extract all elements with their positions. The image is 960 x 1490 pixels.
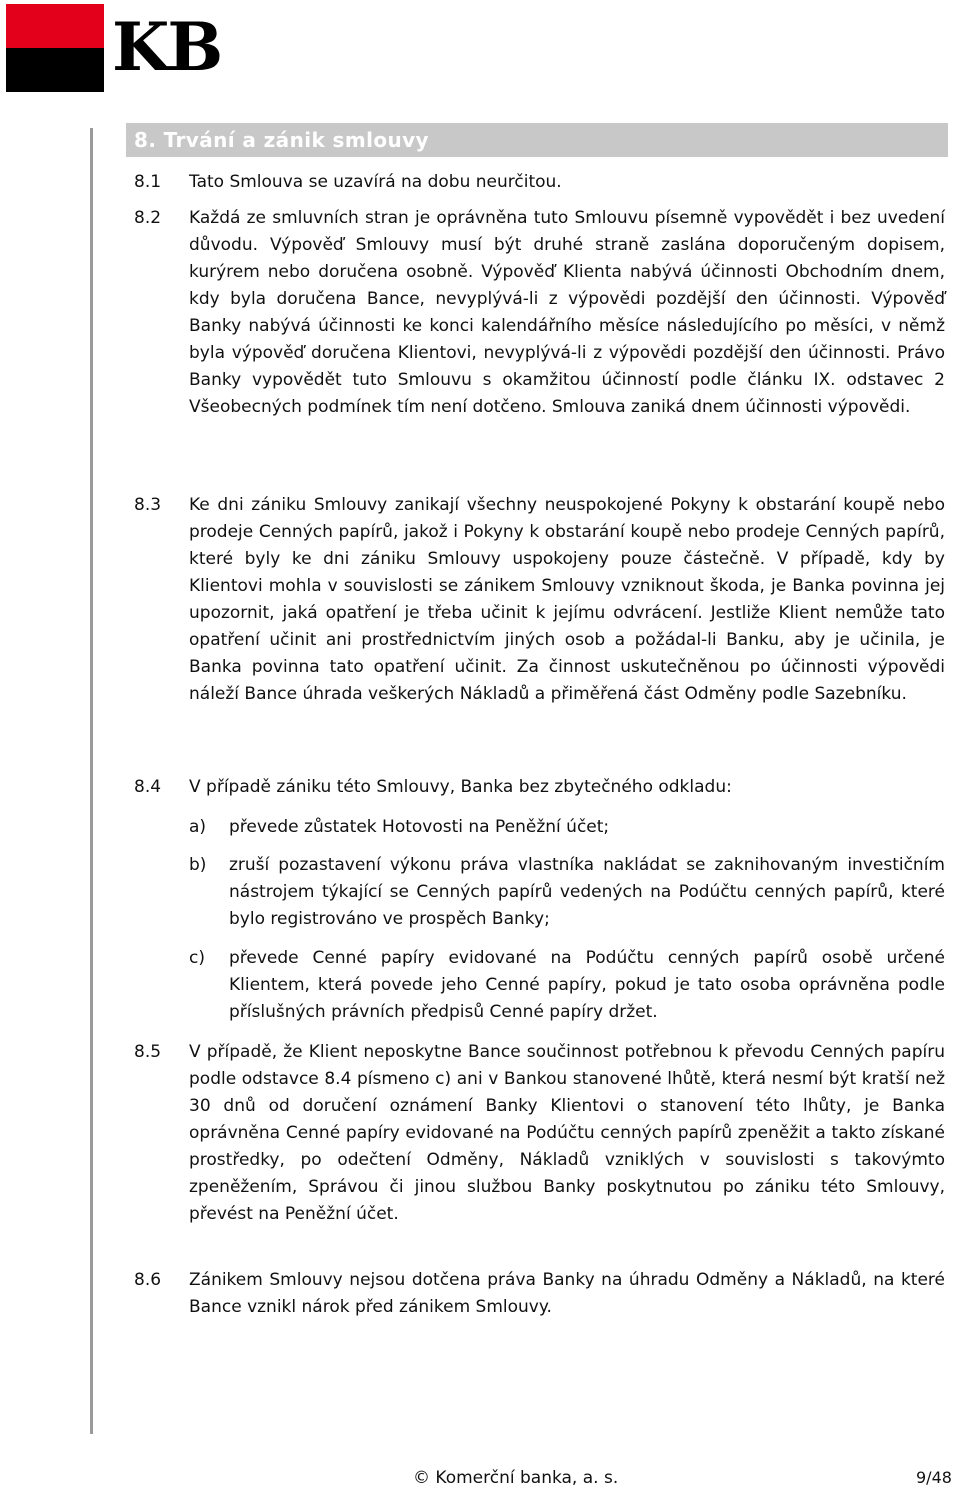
clause-text: V případě, že Klient neposkytne Bance součinnost potřebnou k převodu Cenných papíru podle odstavce 8.4 písmeno c) ani v Bankou stanovené lhůtě, která nesmí být kratší než 30 dnů od doručení oznámení Banky Klientovi o stanovení této lhůty, je Banka oprávněna Cenné papíry evidované na Podúčtu cenných papírů zpeněžit a takto získané prostředky, po odečtení Odměny, Nákladů vzniklých v souvislosti s takovýmto zpeněžením, Správou či jinou službou Banky poskytnutou po zániku této Smlouvy, převést na Peněžní účet. [189,1042,945,1224]
kb-logo [6,4,256,92]
clause-text: V případě zániku této Smlouvy, Banka bez zbytečného odkladu: [189,777,732,797]
logo-red-block [6,4,104,48]
subitem-label: b) [189,855,207,875]
clause-text: Zánikem Smlouvy nejsou dotčena práva Banky na úhradu Odměny a Nákladů, na které Bance vznikl nárok před zánikem Smlouvy. [189,1270,945,1317]
clause-number: 8.3 [134,495,162,515]
clause-number: 8.2 [134,208,162,228]
clause-number: 8.1 [134,172,162,192]
clause-number: 8.5 [134,1042,162,1062]
subitem-text: zruší pozastavení výkonu práva vlastníka nakládat se zaknihovaným investičním nástrojem týkající se Cenných papírů vedených na Podúčtu cenných papírů, které bylo registrováno ve prospěch Banky; [229,855,945,929]
clause-text: Každá ze smluvních stran je oprávněna tuto Smlouvu písemně vypovědět i bez uvedení důvodu. Výpověď Smlouvy musí být druhé straně zaslána doporučeným dopisem, kurýrem nebo doručena osobně. Výpověď Klienta nabývá účinnosti Obchodním dnem, kdy byla doručena Bance, nevyplývá-li z výpovědi pozdější den účinnosti. Výpověď Banky nabývá účinnosti ke konci kalendářního měsíce následujícího po měsíci, v němž byla výpověď doručena Klientovi, nevyplývá-li z výpovědi pozdější den účinnosti. Právo Banky vypovědět tuto Smlouvu s okamžitou účinností podle článku IX. odstavec 2 Všeobecných podmínek tím není dotčeno. Smlouva zaniká dnem účinnosti výpovědi. [189,208,945,417]
subitem-label: a) [189,817,207,837]
margin-rule [90,128,93,1434]
footer-copyright: © Komerční banka, a. s. [413,1468,619,1488]
clause-text: Ke dni zániku Smlouvy zanikají všechny neuspokojené Pokyny k obstarání koupě nebo prodeje Cenných papírů, jakož i Pokyny k obstarání koupě nebo prodeje Cenných papírů, které byly ke dni zániku Smlouvy uspokojeny pouze částečně. V případě, kdy by Klientovi mohla v souvislosti se zánikem Smlouvy vzniknout škoda, je Banka povinna jej upozornit, jaká opatření je třeba učinit k jejímu odvrácení. Jestliže Klient nemůže tato opatření učinit ani prostřednictvím jiných osob a požádal-li Banku, aby je učinila, je Banka povinna tato opatření učinit. Za činnost uskutečněnou po účinnosti výpovědi náleží Bance úhrada veškerých Nákladů a přiměřená část Odměny podle Sazebníku. [189,495,945,704]
page-number: 9/48 [916,1468,952,1487]
subitem-label: c) [189,948,205,968]
clause-text: Tato Smlouva se uzavírá na dobu neurčitou. [189,172,562,192]
section-heading: 8. Trvání a zánik smlouvy [126,123,948,157]
logo-text: KB [112,8,222,86]
clause-number: 8.4 [134,777,162,797]
clause-number: 8.6 [134,1270,162,1290]
subitem-text: převede Cenné papíry evidované na Podúčtu cenných papírů osobě určené Klientem, která povede jeho Cenné papíry, pokud je tato osoba oprávněna podle příslušných právních předpisů Cenné papíry držet. [229,948,945,1022]
logo-black-block [6,48,104,92]
subitem-text: převede zůstatek Hotovosti na Peněžní účet; [229,817,610,837]
